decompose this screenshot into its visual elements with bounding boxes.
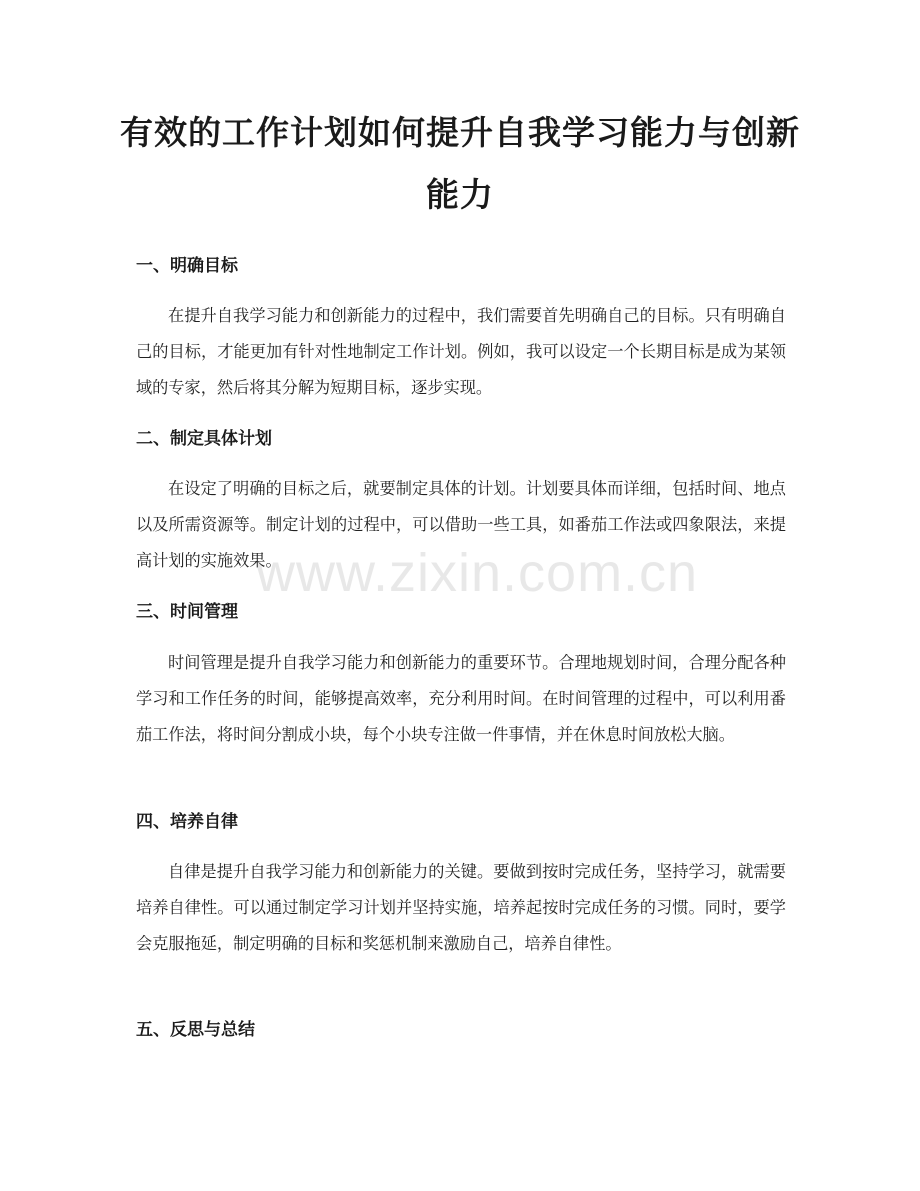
section-body-4: 自律是提升自我学习能力和创新能力的关键。要做到按时完成任务，坚持学习，就需要培养自律性。可以通过制定学习计划并坚持实施，培养起按时完成任务的习惯。同时，要学会克服拖延，制定明确的目标和奖惩机制来激励自己，培养自律性。 xyxy=(136,862,786,953)
document-title: 有效的工作计划如何提升自我学习能力与创新能力 xyxy=(120,113,800,214)
section-heading-4: 四、培养自律 xyxy=(136,812,238,832)
section-body-3: 时间管理是提升自我学习能力和创新能力的重要环节。合理地规划时间，合理分配各种学习和工作任务的时间，能够提高效率，充分利用时间。在时间管理的过程中，可以利用番茄工作法，将时间分割成小块，每个小块专注做一件事情，并在休息时间放松大脑。 xyxy=(136,653,786,744)
section-heading-5: 五、反思与总结 xyxy=(136,1020,255,1040)
section-body-2: 在设定了明确的目标之后，就要制定具体的计划。计划要具体而详细，包括时间、地点以及所需资源等。制定计划的过程中，可以借助一些工具，如番茄工作法或四象限法，来提高计划的实施效果。 xyxy=(136,479,786,570)
section-heading-1: 一、明确目标 xyxy=(136,256,238,276)
section-heading-2: 二、制定具体计划 xyxy=(136,429,272,449)
watermark-text: www.zixin.com.cn xyxy=(256,543,699,603)
section-body-1: 在提升自我学习能力和创新能力的过程中，我们需要首先明确自己的目标。只有明确自己的目标，才能更加有针对性地制定工作计划。例如，我可以设定一个长期目标是成为某领域的专家，然后将其分解为短期目标，逐步实现。 xyxy=(136,306,786,397)
section-heading-3: 三、时间管理 xyxy=(136,602,238,622)
